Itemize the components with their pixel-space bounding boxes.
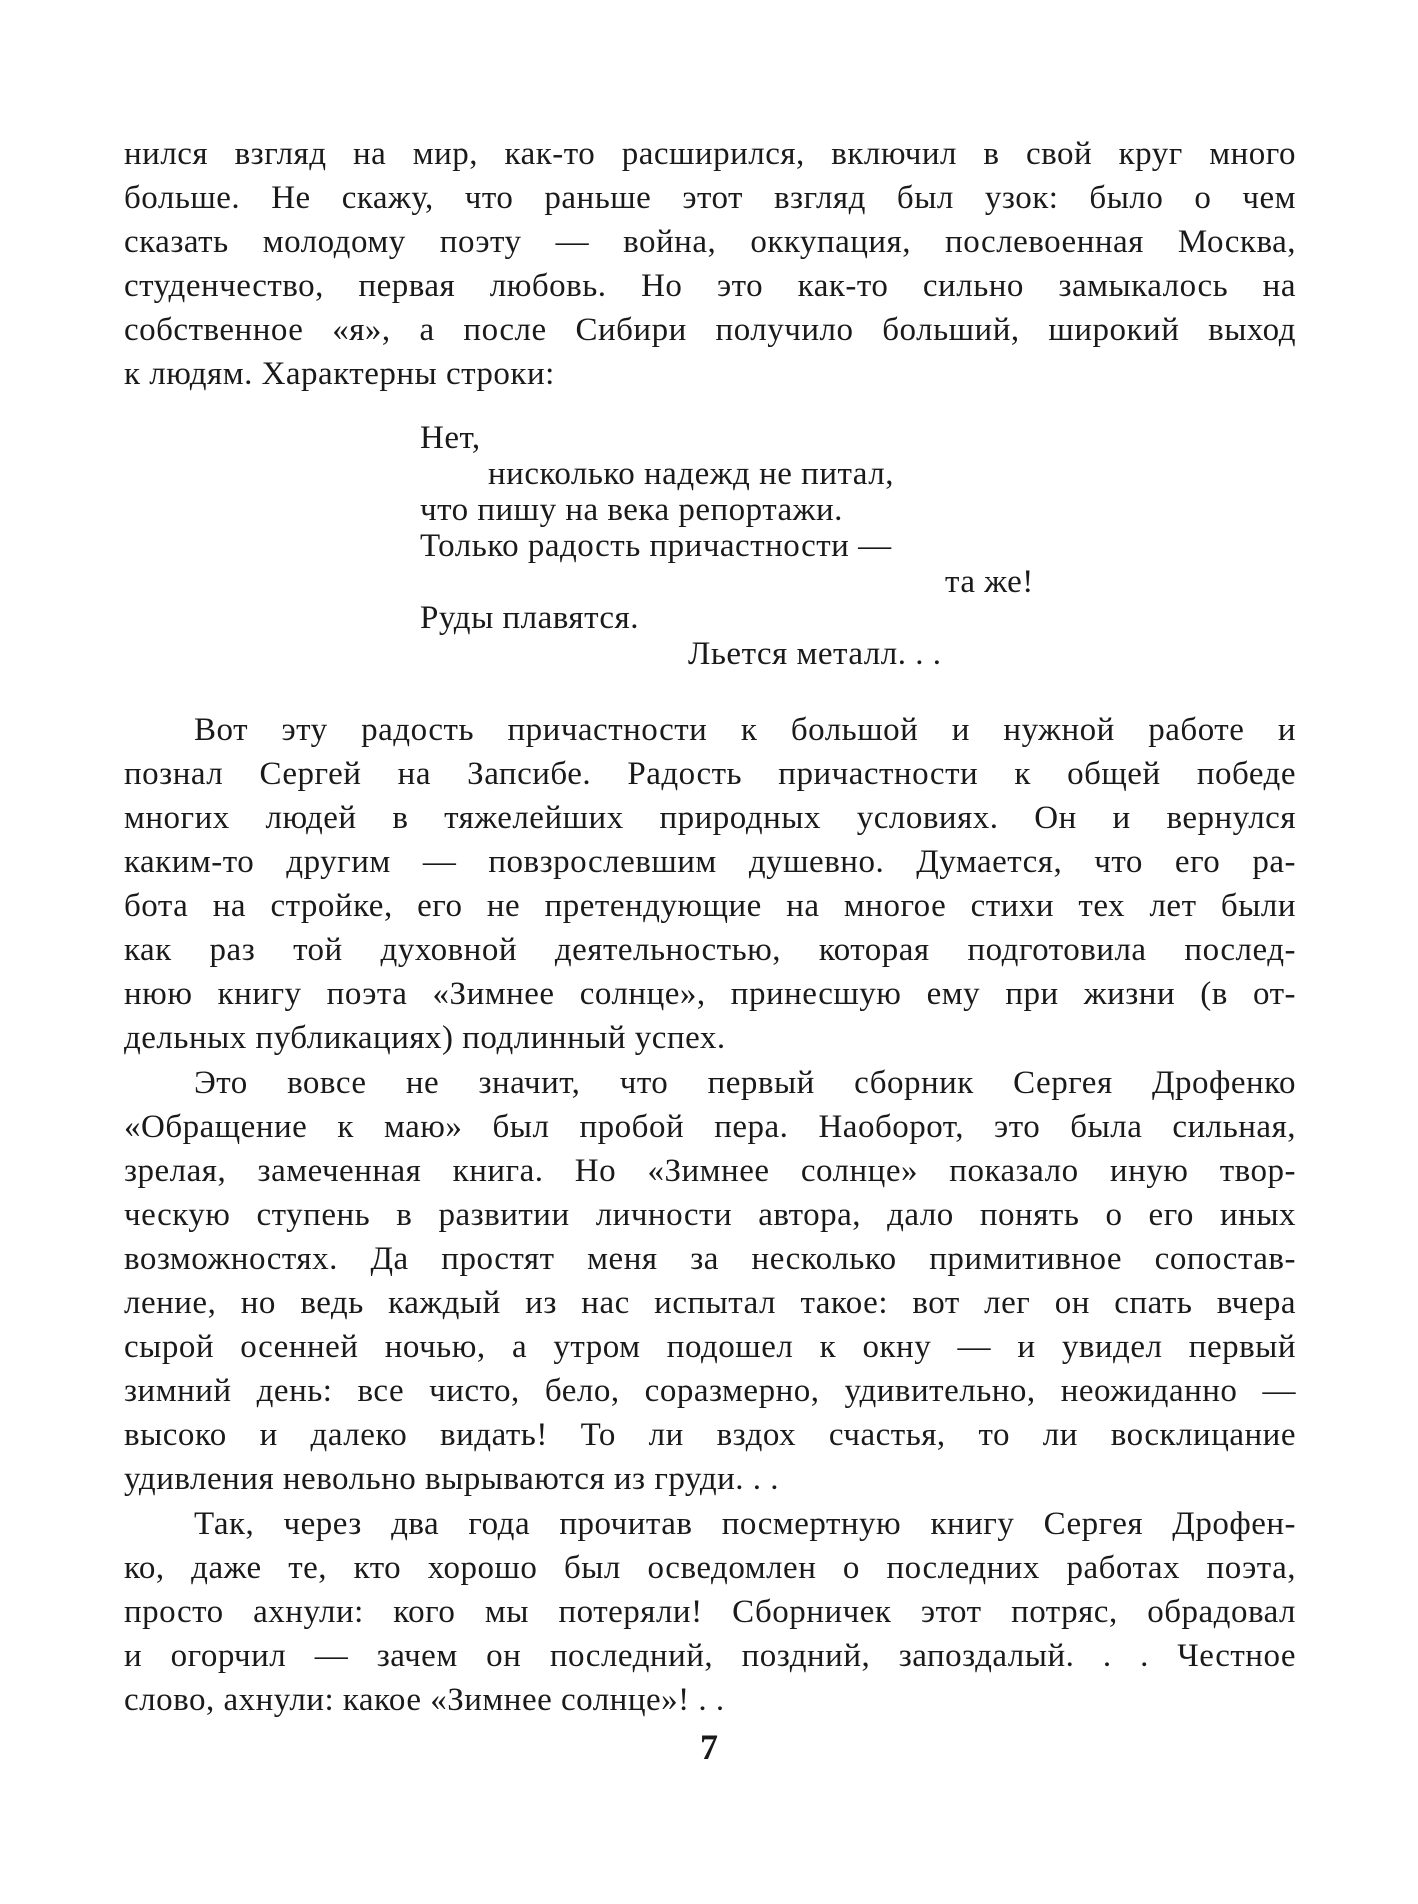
text-line: сырой осенней ночью, а утром подошел к окну — и увидел первый — [124, 1329, 1296, 1365]
text-line: собственное «я», а после Сибири получило больший, широкий выход — [124, 312, 1296, 348]
text-line: и огорчил — зачем он последний, поздний, запоздалый. . . Честное — [124, 1638, 1296, 1674]
text-line: Это вовсе не значит, что первый сборник Сергея Дрофенко — [194, 1065, 1296, 1101]
paragraph — [124, 708, 1296, 1060]
text-line: нюю книгу поэта «Зимнее солнце», принесшую ему при жизни (в от- — [124, 976, 1296, 1012]
text-line: ление, но ведь каждый из нас испытал такое: вот лег он спать вчера — [124, 1285, 1296, 1321]
text-line: студенчество, первая любовь. Но это как-то сильно замыкалось на — [124, 268, 1296, 304]
text-line: дельных публикациях) подлинный успех. — [124, 1020, 726, 1056]
text-line: слово, ахнули: какое «Зимнее солнце»! . . — [124, 1682, 725, 1718]
poem-line: Льется металл. . . — [688, 636, 942, 672]
poem-line: что пишу на века репортажи. — [420, 492, 843, 528]
paragraph — [124, 1502, 1296, 1722]
text-line: бота на стройке, его не претендующие на многое стихи тех лет были — [124, 888, 1296, 924]
text-line: больше. Не скажу, что раньше этот взгляд был узок: было о чем — [124, 180, 1296, 216]
text-line: познал Сергей на Запсибе. Радость причастности к общей победе — [124, 756, 1296, 792]
paragraph-continued — [124, 132, 1296, 396]
poem-line: Только радость причастности — — [420, 528, 892, 564]
text-line: каким-то другим — повзрослевшим душевно. Думается, что его ра- — [124, 844, 1296, 880]
text-line: просто ахнули: кого мы потеряли! Сборничек этот потряс, обрадовал — [124, 1594, 1296, 1630]
text-line: зимний день: все чисто, бело, соразмерно, удивительно, неожиданно — — [124, 1373, 1296, 1409]
text-line: как раз той духовной деятельностью, которая подготовила послед- — [124, 932, 1296, 968]
text-line: сказать молодому поэту — война, оккупация, послевоенная Москва, — [124, 224, 1296, 260]
poem-line: Руды плавятся. — [420, 600, 639, 636]
text-line: возможностях. Да простят меня за несколько примитивное сопостав- — [124, 1241, 1296, 1277]
poem-line: та же! — [945, 564, 1034, 600]
text-line: к людям. Характерны строки: — [124, 356, 555, 392]
text-line: ческую ступень в развитии личности автора, дало понять о его иных — [124, 1197, 1296, 1233]
text-line: удивления невольно вырываются из груди. . . — [124, 1461, 780, 1497]
poem-line: нисколько надежд не питал, — [488, 456, 894, 492]
text-line: высоко и далеко видать! То ли вздох счастья, то ли восклицание — [124, 1417, 1296, 1453]
text-line: Вот эту радость причастности к большой и нужной работе и — [194, 712, 1296, 748]
poem-line: Нет, — [420, 420, 481, 456]
text-line: нился взгляд на мир, как-то расширился, включил в свой круг много — [124, 136, 1296, 172]
page-number: 7 — [700, 1727, 718, 1767]
text-line: зрелая, замеченная книга. Но «Зимнее солнце» показало иную твор- — [124, 1153, 1296, 1189]
text-line: Так, через два года прочитав посмертную книгу Сергея Дрофен- — [194, 1506, 1296, 1542]
text-line: ко, даже те, кто хорошо был осведомлен о последних работах поэта, — [124, 1550, 1296, 1586]
poem-quote — [420, 420, 1060, 672]
paragraph — [124, 1061, 1296, 1501]
text-line: «Обращение к маю» был пробой пера. Наоборот, это была сильная, — [124, 1109, 1296, 1145]
text-line: многих людей в тяжелейших природных условиях. Он и вернулся — [124, 800, 1296, 836]
